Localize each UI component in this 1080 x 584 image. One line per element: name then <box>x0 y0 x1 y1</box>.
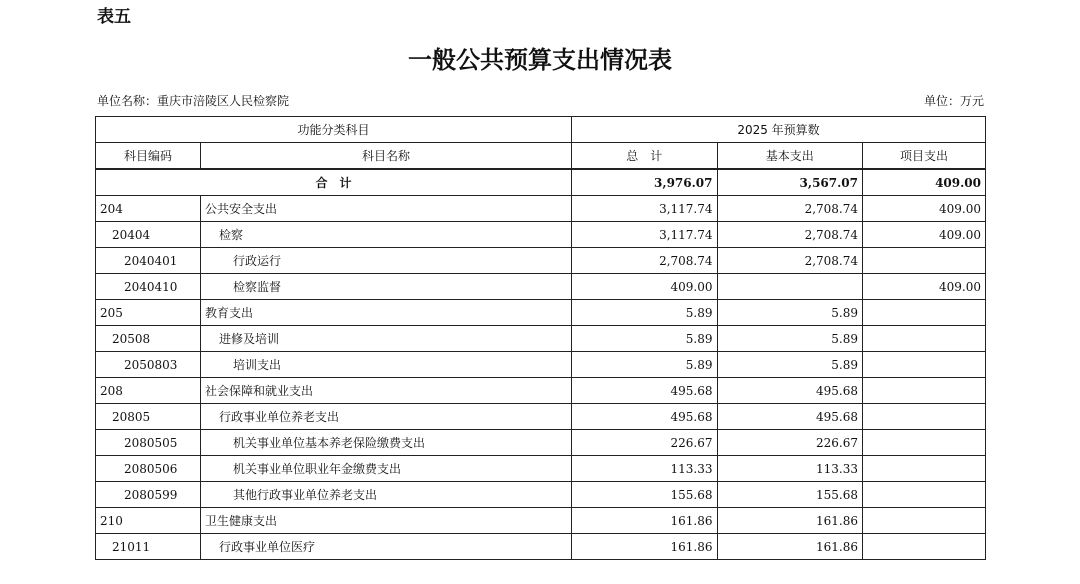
cell-code: 205 <box>96 300 201 326</box>
header-year: 2025 年预算数 <box>572 117 986 143</box>
cell-name: 进修及培训 <box>201 326 572 352</box>
table-row <box>96 508 986 534</box>
table-row <box>96 534 986 560</box>
cell-code: 20404 <box>96 222 201 248</box>
cell-code: 21011 <box>96 534 201 560</box>
cell-project <box>863 456 986 482</box>
cell-code: 2080599 <box>96 482 201 508</box>
cell-name: 机关事业单位基本养老保险缴费支出 <box>201 430 572 456</box>
unit-label: 单位：万元 <box>923 94 984 108</box>
cell-basic: 113.33 <box>717 456 863 482</box>
cell-project <box>863 430 986 456</box>
cell-code: 2050803 <box>96 352 201 378</box>
cell-total: 409.00 <box>572 274 718 300</box>
cell-name: 行政事业单位医疗 <box>201 534 572 560</box>
table-row <box>96 248 986 274</box>
cell-name: 检察监督 <box>201 274 572 300</box>
cell-basic <box>717 274 863 300</box>
cell-project: 409.00 <box>863 274 986 300</box>
cell-code: 210 <box>96 508 201 534</box>
cell-project <box>863 378 986 404</box>
table-row <box>96 274 986 300</box>
table-row <box>96 404 986 430</box>
cell-project <box>863 352 986 378</box>
table-row <box>96 326 986 352</box>
cell-code: 2040401 <box>96 248 201 274</box>
header-function: 功能分类科目 <box>96 117 572 143</box>
table-row <box>96 430 986 456</box>
cell-name: 卫生健康支出 <box>201 508 572 534</box>
budget-table <box>95 116 986 560</box>
cell-name: 公共安全支出 <box>201 196 572 222</box>
cell-total: 2,708.74 <box>572 248 718 274</box>
header-project: 项目支出 <box>863 143 986 170</box>
cell-code: 208 <box>96 378 201 404</box>
cell-basic: 226.67 <box>717 430 863 456</box>
cell-name: 其他行政事业单位养老支出 <box>201 482 572 508</box>
cell-total: 5.89 <box>572 352 718 378</box>
cell-total: 5.89 <box>572 300 718 326</box>
cell-project <box>863 248 986 274</box>
cell-project <box>863 482 986 508</box>
cell-name: 检察 <box>201 222 572 248</box>
cell-name: 行政事业单位养老支出 <box>201 404 572 430</box>
page-title: 一般公共预算支出情况表 <box>408 46 672 74</box>
cell-code: 20805 <box>96 404 201 430</box>
cell-basic: 2,708.74 <box>717 196 863 222</box>
cell-name: 机关事业单位职业年金缴费支出 <box>201 456 572 482</box>
cell-total: 155.68 <box>572 482 718 508</box>
cell-code: 204 <box>96 196 201 222</box>
table-row <box>96 222 986 248</box>
cell-total: 495.68 <box>572 404 718 430</box>
cell-code: 2080506 <box>96 456 201 482</box>
cell-basic: 5.89 <box>717 352 863 378</box>
header-basic: 基本支出 <box>717 143 863 170</box>
cell-total: 226.67 <box>572 430 718 456</box>
cell-project: 409.00 <box>863 222 986 248</box>
cell-project <box>863 508 986 534</box>
table-row <box>96 300 986 326</box>
cell-basic: 161.86 <box>717 534 863 560</box>
cell-basic: 5.89 <box>717 326 863 352</box>
cell-name: 社会保障和就业支出 <box>201 378 572 404</box>
cell-project <box>863 404 986 430</box>
cell-basic: 495.68 <box>717 404 863 430</box>
cell-name: 教育支出 <box>201 300 572 326</box>
cell-basic: 2,708.74 <box>717 248 863 274</box>
cell-total: 113.33 <box>572 456 718 482</box>
unit-name: 单位名称：重庆市涪陵区人民检察院 <box>97 94 290 108</box>
total-basic: 3,567.07 <box>717 169 863 196</box>
cell-basic: 161.86 <box>717 508 863 534</box>
cell-code: 20508 <box>96 326 201 352</box>
table-row <box>96 196 986 222</box>
cell-total: 3,117.74 <box>572 196 718 222</box>
cell-code: 2040410 <box>96 274 201 300</box>
total-label: 合 计 <box>96 169 572 196</box>
cell-code: 2080505 <box>96 430 201 456</box>
cell-total: 161.86 <box>572 508 718 534</box>
total-sum: 3,976.07 <box>572 169 718 196</box>
cell-total: 495.68 <box>572 378 718 404</box>
cell-basic: 495.68 <box>717 378 863 404</box>
cell-total: 3,117.74 <box>572 222 718 248</box>
cell-basic: 155.68 <box>717 482 863 508</box>
cell-project <box>863 534 986 560</box>
table-row <box>96 456 986 482</box>
cell-name: 培训支出 <box>201 352 572 378</box>
total-project: 409.00 <box>863 169 986 196</box>
cell-basic: 5.89 <box>717 300 863 326</box>
cell-project <box>863 300 986 326</box>
table-number: 表五 <box>97 7 131 27</box>
header-code: 科目编码 <box>96 143 201 170</box>
cell-total: 161.86 <box>572 534 718 560</box>
cell-project: 409.00 <box>863 196 986 222</box>
header-total: 总 计 <box>572 143 718 170</box>
cell-name: 行政运行 <box>201 248 572 274</box>
table-row <box>96 378 986 404</box>
header-name: 科目名称 <box>201 143 572 170</box>
table-row <box>96 482 986 508</box>
cell-project <box>863 326 986 352</box>
table-row <box>96 352 986 378</box>
cell-basic: 2,708.74 <box>717 222 863 248</box>
cell-total: 5.89 <box>572 326 718 352</box>
